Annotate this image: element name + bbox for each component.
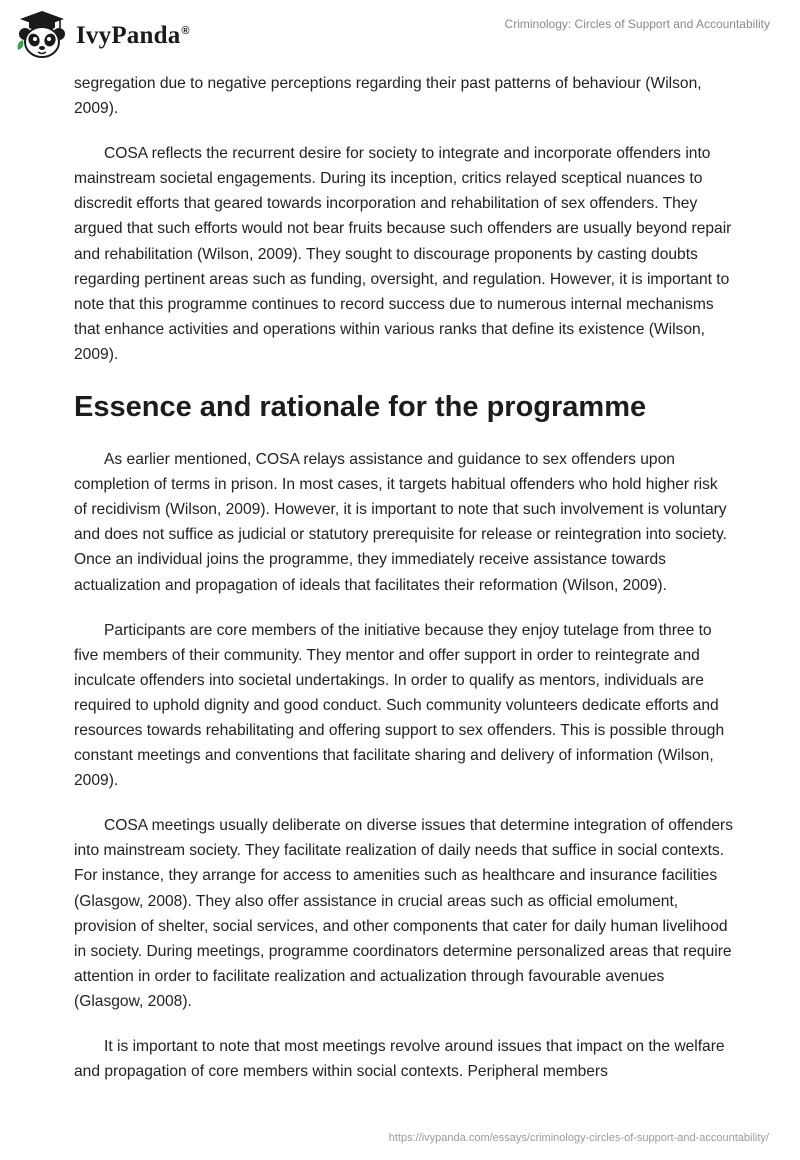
registered-mark: ® (181, 24, 190, 37)
paragraph-important-note: It is important to note that most meetings revolve around issues that impact on the welfare and propagation of core members within social contexts. Peripheral members (74, 1038, 725, 1081)
source-url[interactable]: https://ivypanda.com/essays/criminology-circles-of-support-and-accountability/ (388, 1132, 769, 1144)
section-heading: Essence and rationale for the programme (74, 391, 647, 424)
logo-name: IvyPanda (76, 22, 181, 49)
paragraph-cosa-reflects: COSA reflects the recurrent desire for society to integrate and incorporate offenders into mainstream societal engagements. During its inception, critics relayed sceptical nuances to discredit efforts that geared towards incorporation and rehabilitation of sex offenders. They argued that such efforts would not bear fruits because such offenders are usually beyond repair and rehabilitation (Wilson, 2009). They sought to discourage proponents by casting doubts regarding pertinent areas such as funding, oversight, and regulation. However, it is important to note that this programme continues to record success due to numerous internal mechanisms that enhance activities and operations within various ranks that define its existence (Wilson, 2009). (74, 145, 732, 363)
document-title: Criminology: Circles of Support and Accountability (504, 17, 770, 31)
page-header (0, 0, 800, 70)
essay-content (74, 71, 734, 1104)
panda-graduate-icon (14, 8, 70, 60)
paragraph-participants: Participants are core members of the initiative because they enjoy tutelage from three to five members of their community. They mentor and offer support in order to reintegrate and inculcate offenders into societal undertakings. In order to qualify as mentors, individuals are required to uphold dignity and good conduct. Such community volunteers dedicate efforts and resources towards rehabilitating and offering support to sex offenders. This is possible through constant meetings and conventions that facilitate sharing and delivery of information (Wilson, 2009). (74, 621, 725, 790)
paragraph-as-earlier: As earlier mentioned, COSA relays assistance and guidance to sex offenders upon completion of terms in prison. In most cases, it targets habitual offenders who hold higher risk of recidivism (Wilson, 2009). However, it is important to note that such involvement is voluntary and does not suffice as judicial or statutory prerequisite for release or reintegration into society. Once an individual joins the programme, they immediately receive assistance towards actualization and propagation of ideals that facilitates their reformation (Wilson, 2009). (74, 451, 727, 594)
ivypanda-logo[interactable] (14, 8, 190, 60)
paragraph-continued: segregation due to negative perceptions regarding their past patterns of behaviour (Wilson, 2009). (74, 75, 702, 118)
logo-wordmark (76, 22, 190, 50)
paragraph-cosa-meetings: COSA meetings usually deliberate on diverse issues that determine integration of offenders into mainstream society. They facilitate realization of daily needs that suffice in social contexts. For instance, they arrange for access to amenities such as healthcare and insurance facilities (Glasgow, 2008). They also offer assistance in crucial areas such as official emolument, provision of shelter, social services, and other components that cater for daily human livelihood in society. During meetings, programme coordinators determine personalized areas that require attention in order to facilitate realization and actualization through favourable avenues (Glasgow, 2008). (74, 817, 734, 1010)
